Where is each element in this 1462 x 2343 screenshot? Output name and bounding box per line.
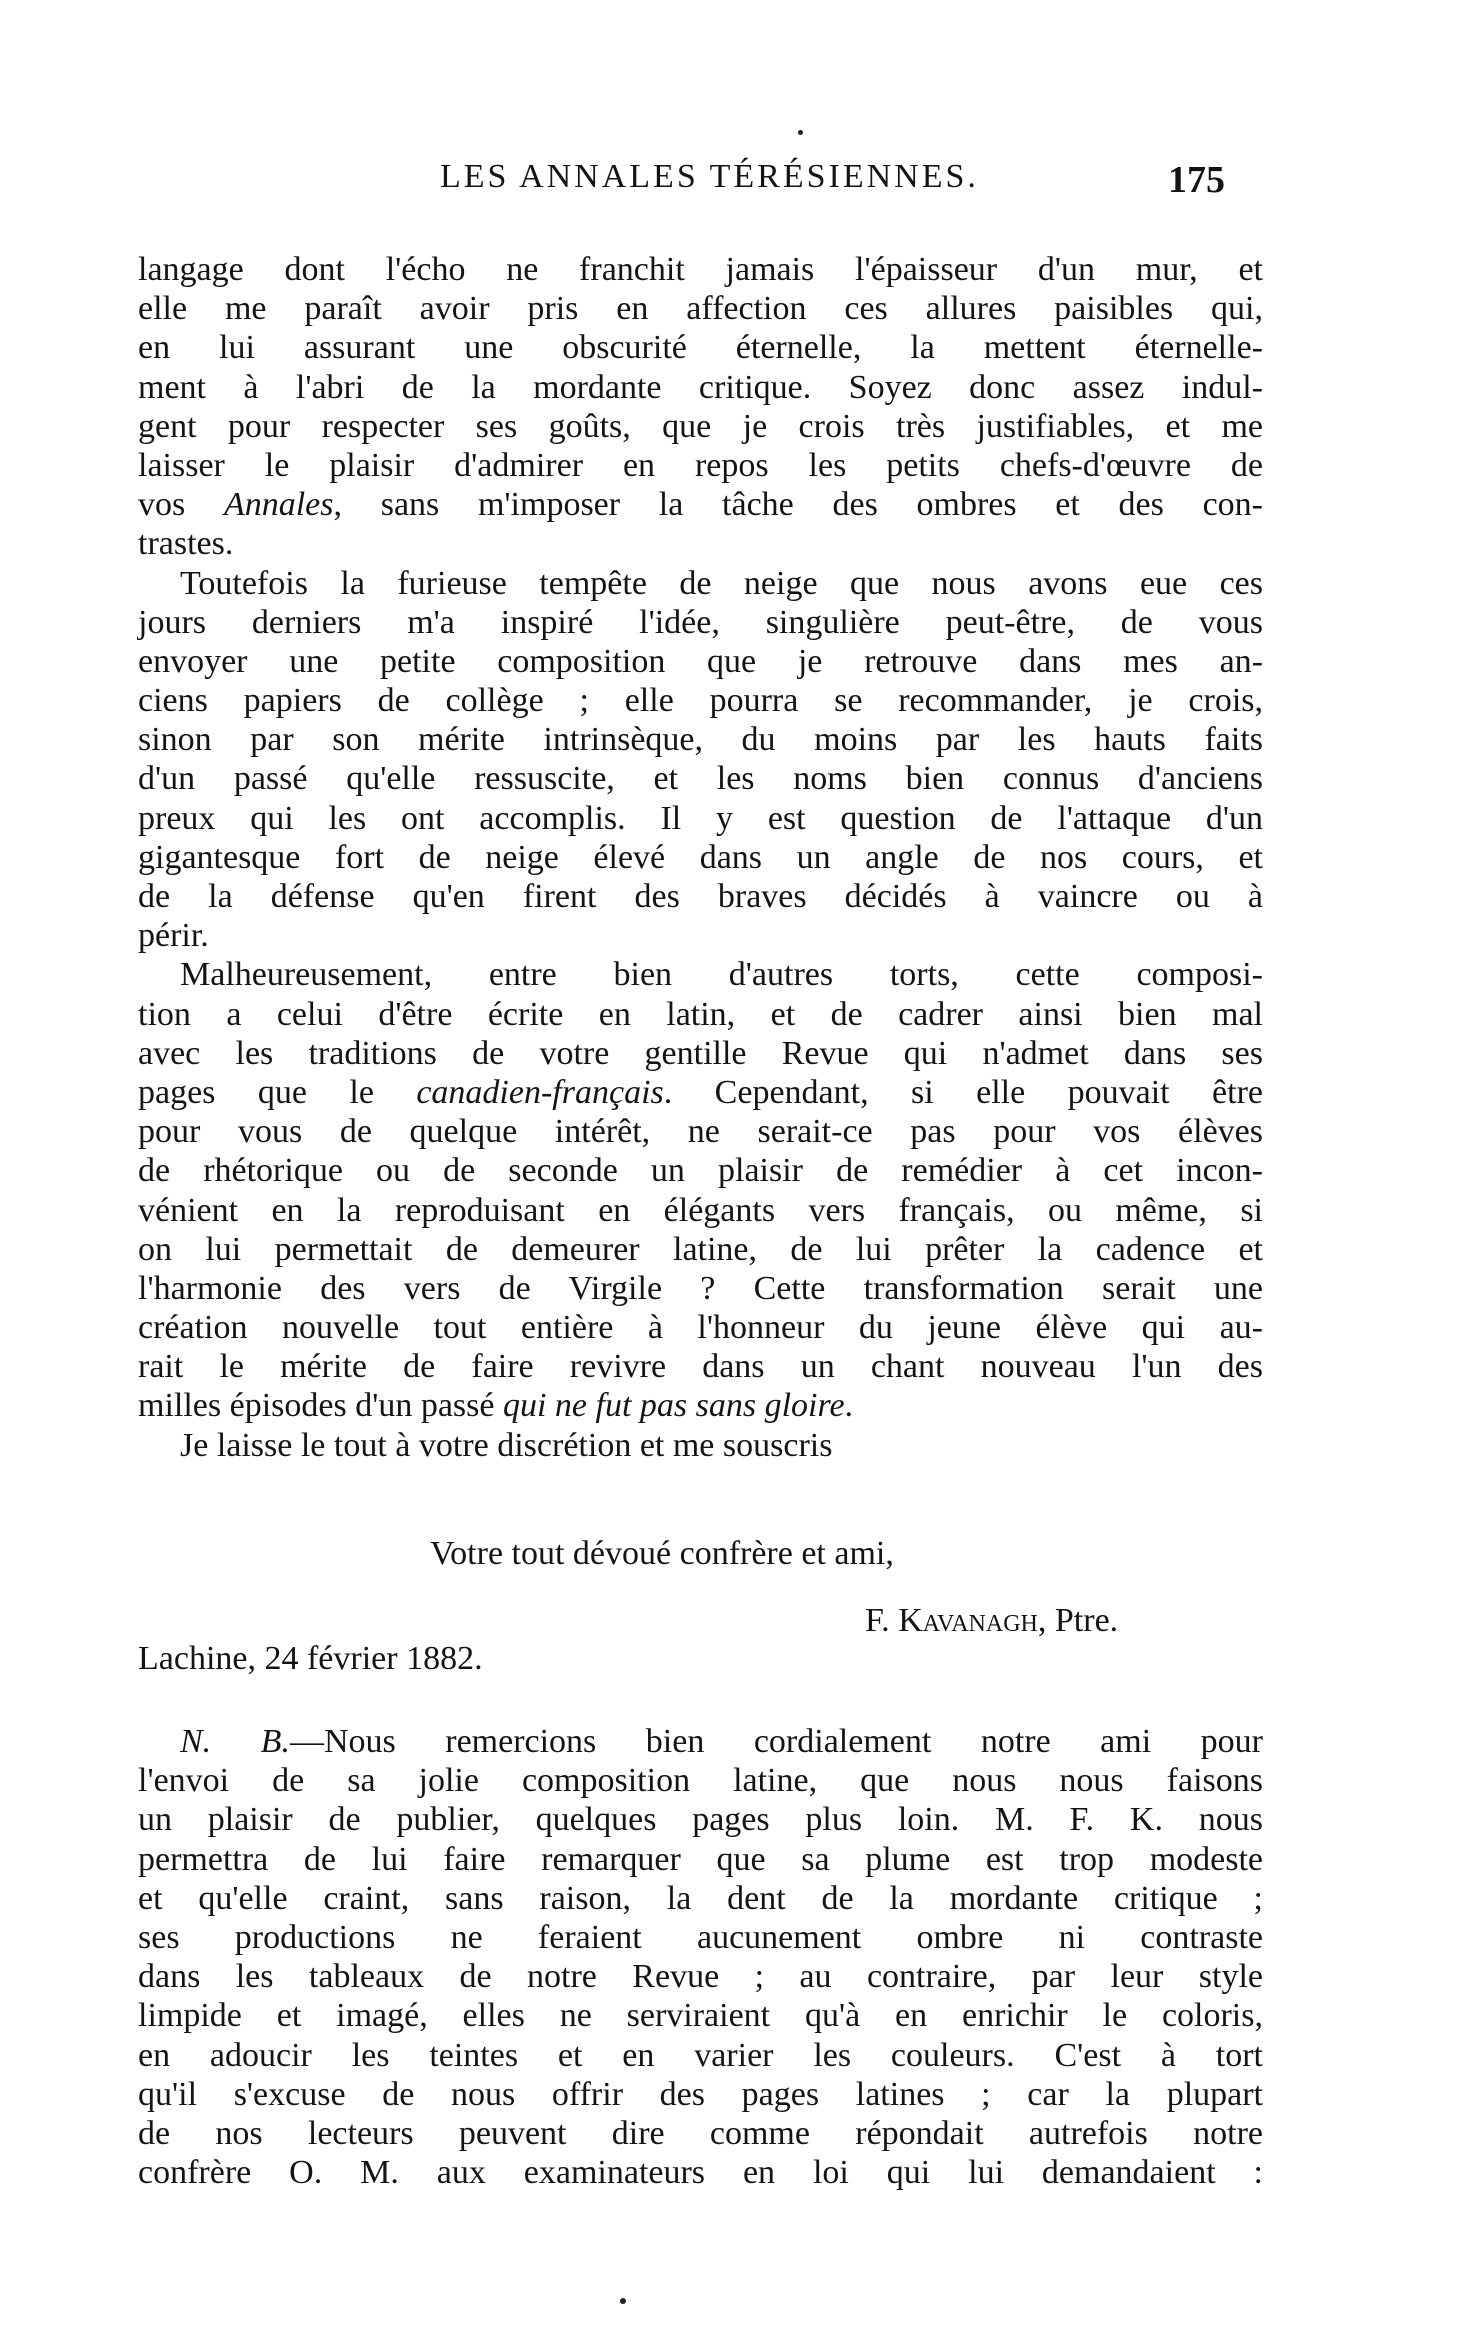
text-line: l'harmonie des vers de Virgile ? Cette transformation serait une: [138, 1269, 1263, 1307]
text-line: de nos lecteurs peuvent dire comme répondait autrefois notre: [138, 2114, 1263, 2152]
text-line: l'envoi de sa jolie composition latine, que nous nous faisons: [138, 1762, 1263, 1800]
text-line: avec les traditions de votre gentille Revue qui n'admet dans ses: [138, 1034, 1263, 1072]
text-fragment: .: [844, 1387, 854, 1425]
text-line: en adoucir les teintes et en varier les couleurs. C'est à tort: [138, 2036, 1263, 2074]
text-line: un plaisir de publier, quelques pages plus loin. M. F. K. nous: [138, 1801, 1263, 1839]
italic-title: Annales: [223, 486, 334, 524]
signature-title: , Ptre.: [1037, 1602, 1119, 1639]
page-number: 175: [1168, 159, 1225, 201]
running-head: [140, 158, 1225, 208]
text-fragment: vos: [138, 486, 224, 524]
text-line: jours derniers m'a inspiré l'idée, singulière peut-être, de vous: [138, 603, 1263, 641]
text-line: tion a celui d'être écrite en latin, et de cadrer ainsi bien mal: [138, 995, 1263, 1033]
ink-mark: [620, 2298, 626, 2304]
text-line: qu'il s'excuse de nous offrir des pages latines ; car la plupart: [138, 2075, 1263, 2113]
italic-phrase: qui ne fut pas sans gloire: [502, 1387, 845, 1425]
ink-mark: [798, 130, 803, 135]
text-line: limpide et imagé, elles ne serviraient qu'à en enrichir le coloris,: [138, 1997, 1263, 2035]
text-fragment: pages que le: [138, 1073, 417, 1111]
text-line: pour vous de quelque intérêt, ne serait-ce pas pour vos élèves: [138, 1113, 1263, 1151]
text-line: trastes.: [138, 525, 234, 563]
text-fragment: —Nous remercions bien cordialement notre ami pour: [289, 1723, 1263, 1760]
text-line: permettra de lui faire remarquer que sa plume est trop modeste: [138, 1840, 1263, 1878]
paragraph-start: [138, 1722, 1263, 1761]
text-line: laisser le plaisir d'admirer en repos les petits chefs-d'œuvre de: [138, 446, 1263, 484]
text-line: gent pour respecter ses goûts, que je crois très justifiables, et me: [138, 407, 1263, 445]
text-line: création nouvelle tout entière à l'honneur du jeune élève qui au-: [138, 1309, 1263, 1347]
text-line: et qu'elle craint, sans raison, la dent de la mordante critique ;: [138, 1879, 1263, 1917]
text-line: [138, 1073, 1263, 1112]
text-line: gigantesque fort de neige élevé dans un angle de nos cours, et: [138, 838, 1263, 876]
signature-name: Kavanagh: [898, 1602, 1038, 1639]
editor-note: [138, 1722, 1263, 2192]
text-line: en lui assurant une obscurité éternelle, la mettent éternelle-: [138, 329, 1263, 367]
text-line: on lui permettait de demeurer latine, de lui prêter la cadence et: [138, 1230, 1263, 1268]
text-line: périr.: [138, 917, 209, 955]
text-fragment: milles épisodes d'un passé: [138, 1387, 503, 1425]
place-date: Lachine, 24 février 1882.: [138, 1640, 483, 1677]
salutation: Votre tout dévoué confrère et ami,: [430, 1535, 894, 1572]
text-line: ciens papiers de collège ; elle pourra se recommander, je crois,: [138, 682, 1263, 720]
text-line: vénient en la reproduisant en élégants vers français, ou même, si: [138, 1191, 1263, 1229]
paragraph-start: Je laisse le tout à votre discrétion et me souscris: [180, 1426, 833, 1464]
signature: [865, 1602, 1118, 1640]
text-line: rait le mérite de faire revivre dans un chant nouveau l'un des: [138, 1348, 1263, 1386]
text-line: [138, 1386, 1263, 1425]
paragraph-start: Toutefois la furieuse tempête de neige que nous avons eue ces: [180, 564, 1263, 602]
text-line: elle me paraît avoir pris en affection ces allures paisibles qui,: [138, 290, 1263, 328]
signature-initial: F.: [865, 1602, 899, 1639]
text-line: ses productions ne feraient aucunement ombre ni contraste: [138, 1918, 1263, 1956]
text-line: preux qui les ont accomplis. Il y est question de l'attaque d'un: [138, 799, 1263, 837]
paragraph-start: Malheureusement, entre bien d'autres torts, cette composi-: [180, 956, 1263, 994]
running-title: LES ANNALES TÉRÉSIENNES.: [440, 158, 979, 195]
text-line: ment à l'abri de la mordante critique. Soyez donc assez indul-: [138, 368, 1263, 406]
text-fragment: . Cependant, si elle pouvait être: [663, 1073, 1263, 1111]
note-label: N. B.: [180, 1723, 290, 1760]
text-line: sinon par son mérite intrinsèque, du moins par les hauts faits: [138, 721, 1263, 759]
text-line: confrère O. M. aux examinateurs en loi qui lui demandaient :: [138, 2154, 1263, 2192]
text-line: dans les tableaux de notre Revue ; au contraire, par leur style: [138, 1958, 1263, 1996]
text-line: de la défense qu'en firent des braves décidés à vaincre ou à: [138, 878, 1263, 915]
text-line: [138, 485, 1263, 524]
text-line: de rhétorique ou de seconde un plaisir de remédier à cet incon-: [138, 1152, 1263, 1190]
text-line: envoyer une petite composition que je retrouve dans mes an-: [138, 642, 1263, 680]
text-line: langage dont l'écho ne franchit jamais l'épaisseur d'un mur, et: [138, 251, 1263, 288]
italic-phrase: canadien-français: [416, 1073, 664, 1111]
text-fragment: , sans m'imposer la tâche des ombres et des con-: [333, 486, 1264, 524]
letter-body: [138, 250, 1263, 1465]
text-line: d'un passé qu'elle ressuscite, et les noms bien connus d'anciens: [138, 760, 1263, 798]
